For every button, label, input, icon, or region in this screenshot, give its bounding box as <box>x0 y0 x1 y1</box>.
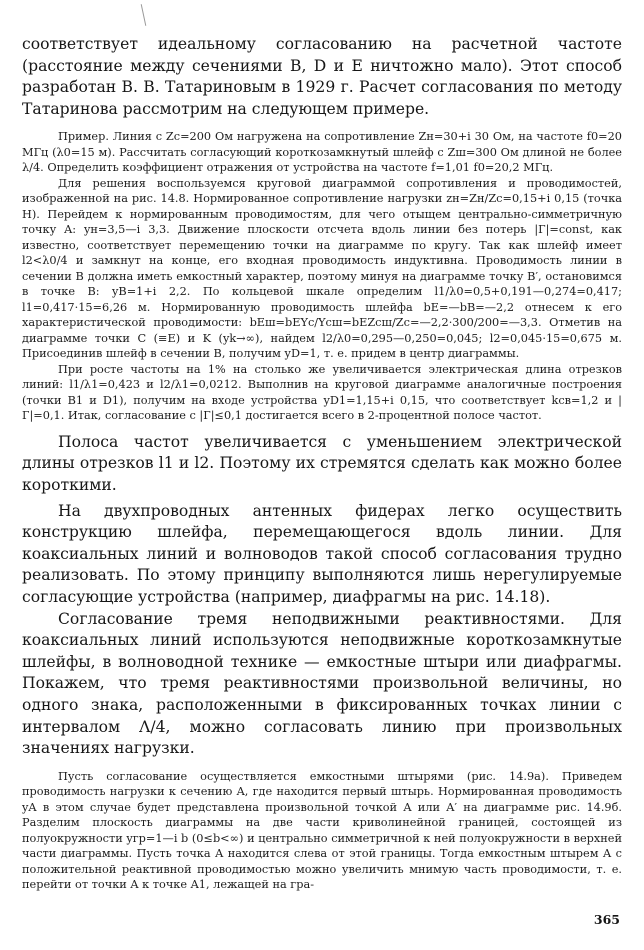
example-solution: Для решения воспользуемся круговой диаграммой сопротивления и проводимостей, изображенной на рис. 14.8. Нормированное сопротивление нагрузки zн=Zн/Zc=0,15+i 0,15 (точка H). Перейдем к нормированным проводимостям, для чего отыщем центрально-симметричную точку A: yн=3,5—i 3,3. Движение плоскости отсчета вдоль линии без потерь |Г|=const, как известно, соответствует перемещению точки на диаграмме по кругу. Так как шлейф имеет l2<λ0/4 и замкнут на конце, его входная проводимость индуктивна. Проводимость линии в сечении B должна иметь емкостный характер, поэтому минуя на диаграмме точку B′, остановимся в точке B: yB=1+i 2,2. По кольцевой шкале определим l1/λ0=0,5+0,191—0,274=0,417; l1=0,417·15=6,26 м. Нормированную проводимость шлейфа bE=—bB=—2,2 отнесем к его характеристической проводимости: bEш=bEYc/Yсш=bEZсш/Zc=—2,2·300/200=—3,3. Отметив на диаграмме точки C (≡E) и K (yk→∞), найдем l2/λ0=0,295—0,250=0,045; l2=0,045·15=0,675 м. Присоединив шлейф в сечении B, получим yD=1, т. е. придем в центр диаграммы. <box>22 176 622 361</box>
example-statement: Пример. Линия с Zc=200 Ом нагружена на сопротивление Zн=30+i 30 Ом, на частоте f0=20 МГц (λ0=15 м). Рассчитать согласующий короткозамкнутый шлейф с Zш=300 Ом длиной не более λ/4. Определить коэффициент отражения от устройства на частоте f=1,01 f0=20,2 МГц. <box>22 130 622 175</box>
example-frequency-analysis: При росте частоты на 1% на столько же увеличивается электрическая длина отрезков линий: l1/λ1=0,423 и l2/λ1=0,0212. Выполнив на круговой диаграмме аналогичные построения (точки B1 и D1), получим на входе устройства yD1=1,15+i 0,15, что соответствует kсв=1,2 и |Г|=0,1. Итак, согласование с |Г|≤0,1 достигается всего в 2-процентной полосе частот. <box>22 362 622 423</box>
scan-mark <box>141 4 147 26</box>
paragraph-capacitive-pins: Пусть согласование осуществляется емкостными штырями (рис. 14.9а). Приведем проводимость нагрузки к сечению A, где находится первый штырь. Нормированная проводимость yA в этом случае будет представлена произвольной точкой A или A′ на диаграмме рис. 14.9б. Разделим плоскость диаграммы на две части криволинейной границей, состоящей из полуокружности yгр=1—i b (0≤b<∞) и центрально симметричной к ней полуокружности в верхней части диаграммы. Пусть точка A находится слева от этой границы. Тогда емкостным штырем A с положительной реактивной проводимостью можно увеличить мнимую часть проводимости, т. е. перейти от точки A к точке A1, лежащей на гра- <box>22 769 622 892</box>
paragraph-intro: соответствует идеальному согласованию на расчетной частоте (расстояние между сечениями B, D и E ничтожно мало). Этот способ разработан В. В. Татариновым в 1929 г. Расчет согласования по методу Татаринова рассмотрим на следующем примере. <box>22 35 622 118</box>
paragraph-two-wire-feeders: На двухпроводных антенных фидерах легко осуществить конструкцию шлейфа, перемещающегося вдоль линии. Для коаксиальных линий и волноводов такой способ согласования трудно реализовать. По этому принципу выполняются лишь нерегулируемые согласующие устройства (например, диафрагмы на рис. 14.18). <box>22 501 622 607</box>
page-number: 365 <box>593 912 620 927</box>
book-page <box>22 34 622 893</box>
paragraph-bandwidth: Полоса частот увеличивается с уменьшением электрической длины отрезков l1 и l2. Поэтому их стремятся сделать как можно более короткими. <box>22 432 622 495</box>
paragraph-three-reactances: Согласование тремя неподвижными реактивностями. Для коаксиальных линий используются неподвижные короткозамкнутые шлейфы, в волноводной технике — емкостные штыри или диафрагмы. Покажем, что тремя реактивностями произвольной величины, но одного знака, расположенными в фиксированных точках линии с интервалом Λ/4, можно согласовать линию при произвольных значениях нагрузки. <box>22 609 622 758</box>
